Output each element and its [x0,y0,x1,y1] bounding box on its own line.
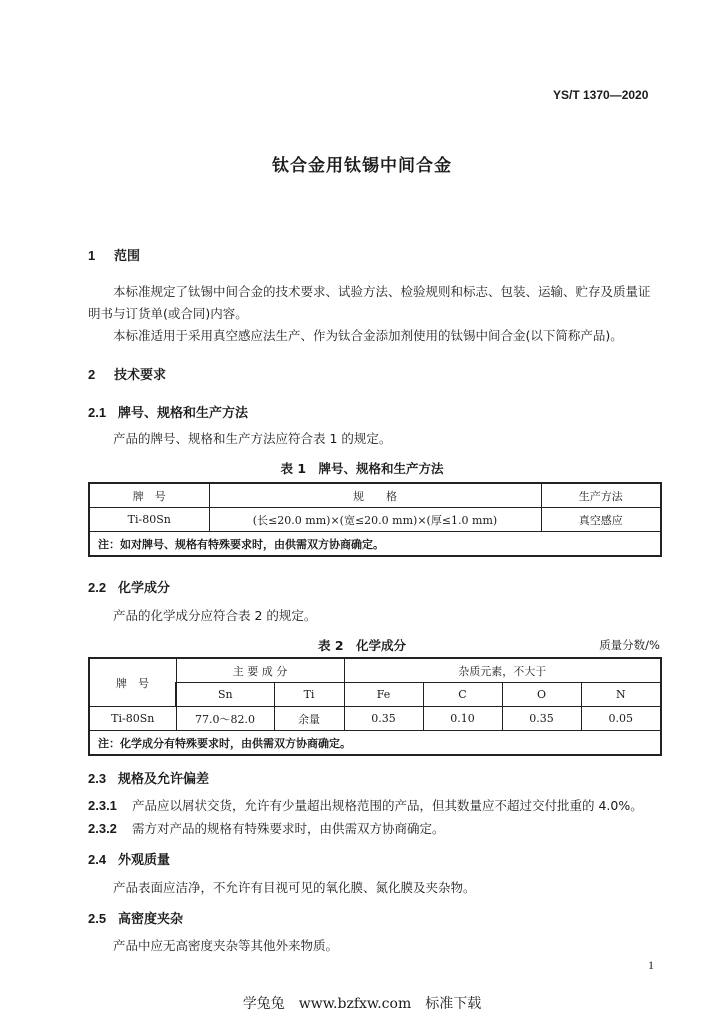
table-note-row [89,532,661,557]
section-number: 1 [88,248,96,263]
header-cell-grade: 牌 号 [89,483,209,508]
scope-paragraph-1: 本标准规定了钛锡中间合金的技术要求、试验方法、检验规则和标志、包装、运输、贮存及质量证明书与订货单(或合同)内容。 [88,284,651,321]
section-number: 2.4 [88,852,107,867]
item-number: 2.3.2 [88,821,117,836]
cell-fe: 0.35 [344,707,423,731]
table-2-unit: 质量分数/% [599,638,660,652]
header-cell-spec: 规 格 [209,483,541,508]
section-2-3-heading [88,768,209,787]
item-text: 产品应以屑状交货，允许有少量超出规格范围的产品，但其数量应不超过交付批重的 4.0%。 [132,798,643,813]
section-title: 牌号、规格和生产方法 [118,406,249,421]
section-2-5-text: 产品中应无高密度夹杂等其他外来物质。 [113,938,339,953]
section-2-2-text: 产品的化学成分应符合表 2 的规定。 [113,608,317,623]
section-2-1-text: 产品的牌号、规格和生产方法应符合表 1 的规定。 [113,431,392,446]
cell-c: 0.10 [423,707,502,731]
cell-ti: 余量 [274,707,344,731]
section-1-heading [88,245,140,264]
header-cell-n: N [581,683,661,707]
table-note: 注：如对牌号、规格有特殊要求时，由供需双方协商确定。 [89,532,661,557]
item-number: 2.3.1 [88,798,117,813]
table-2 [88,657,662,756]
header-cell-o: O [502,683,581,707]
section-2-1-heading [88,402,248,421]
table-header-row [89,483,661,508]
cell-sn: 77.0～82.0 [176,707,274,731]
section-1-body [88,281,660,347]
section-2-4-text: 产品表面应洁净，不允许有目视可见的氧化膜、氮化膜及夹杂物。 [113,880,476,895]
header-cell-method: 生产方法 [541,483,661,508]
section-title: 外观质量 [118,853,171,868]
item-text: 需方对产品的规格有特殊要求时，由供需双方协商确定。 [132,821,445,836]
cell-spec: (长≤20.0 mm)×(宽≤20.0 mm)×(厚≤1.0 mm) [209,508,541,532]
table-1-caption: 表 1 牌号、规格和生产方法 [280,461,444,476]
cell-n: 0.05 [581,707,661,731]
header-cell-impurity: 杂质元素，不大于 [344,658,661,683]
section-title: 化学成分 [118,581,171,596]
header-cell-main: 主 要 成 分 [176,658,344,683]
section-2-heading [88,364,166,383]
section-2-5-heading [88,908,183,927]
document-title: 钛合金用钛锡中间合金 [272,156,452,176]
table-header-row [89,658,661,683]
table-note-row [89,731,661,756]
table-note: 注：化学成分有特殊要求时，由供需双方协商确定。 [89,731,661,756]
section-number: 2.3 [88,771,107,786]
header-cell-fe: Fe [344,683,423,707]
table-1 [88,482,662,557]
cell-o: 0.35 [502,707,581,731]
cell-grade: Ti-80Sn [89,707,176,731]
section-number: 2.2 [88,580,107,595]
cell-grade: Ti-80Sn [89,508,209,532]
item-2-3-1 [88,796,643,814]
item-2-3-2 [88,819,445,837]
standard-code: YS/T 1370—2020 [553,88,649,102]
scope-paragraph-2: 本标准适用于采用真空感应法生产、作为钛合金添加剂使用的钛锡中间合金(以下简称产品)。 [113,328,623,343]
section-number: 2 [88,367,96,382]
table-row [89,508,661,532]
cell-method: 真空感应 [541,508,661,532]
table-row [89,707,661,731]
section-2-2-heading [88,577,170,596]
section-number: 2.5 [88,911,107,926]
header-cell-grade: 牌 号 [89,658,176,707]
table-2-caption: 表 2 化学成分 [317,638,407,653]
section-title: 技术要求 [114,368,167,383]
section-2-4-heading [88,849,170,868]
footer-watermark: 学兔兔 www.bzfxw.com 标准下载 [242,996,482,1012]
header-cell-ti: Ti [274,683,344,707]
header-cell-c: C [423,683,502,707]
section-title: 规格及允许偏差 [118,772,210,787]
section-title: 高密度夹杂 [118,912,184,927]
header-cell-sn: Sn [176,683,274,707]
page-number: 1 [648,958,654,972]
section-title: 范围 [114,249,141,264]
section-number: 2.1 [88,405,107,420]
